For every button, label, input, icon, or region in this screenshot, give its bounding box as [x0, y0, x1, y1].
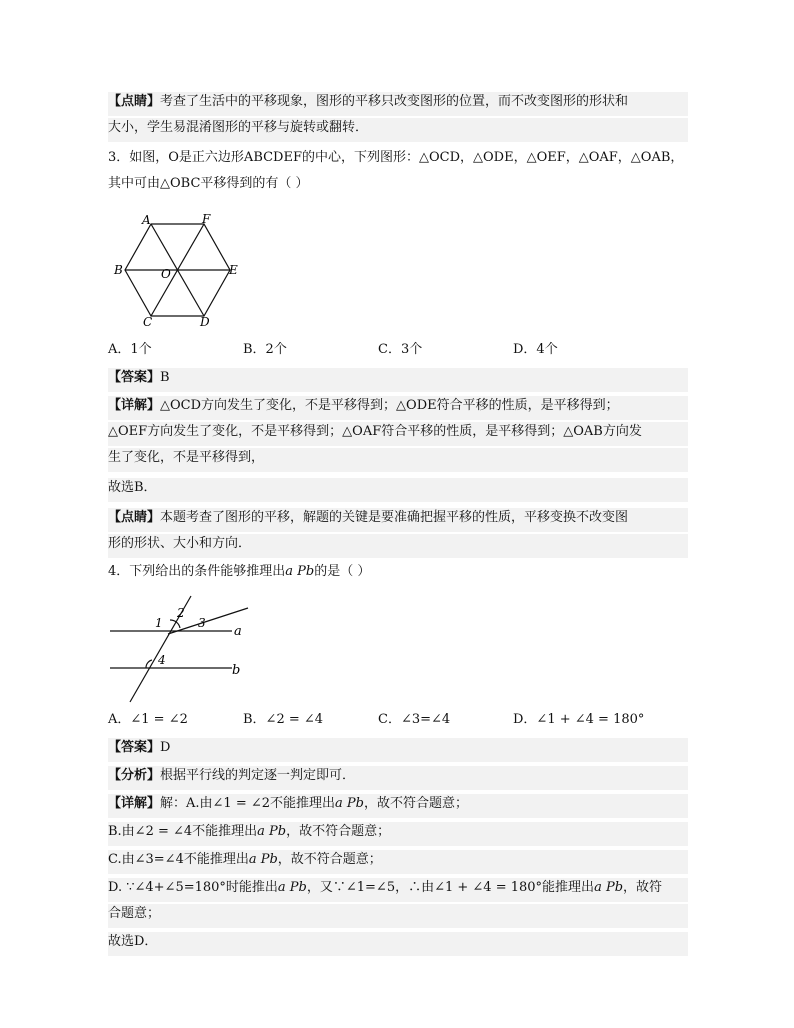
q4-detail-a	[108, 794, 688, 818]
answer-value: D	[160, 740, 171, 755]
detail-tag: 【详解】	[108, 796, 161, 811]
q4-option-a: A．∠1 = ∠2	[108, 712, 188, 727]
detail-tag: 【详解】	[108, 398, 161, 413]
note-tag: 【点睛】	[108, 94, 161, 109]
q3-note-line1	[108, 508, 688, 532]
angle-label-1: 1	[155, 616, 163, 630]
detail-text: ，故不符合题意；	[277, 852, 382, 867]
label-D: D	[200, 315, 210, 329]
label-B: B	[114, 263, 123, 277]
q4-option-c: C．∠3=∠4	[378, 712, 451, 727]
answer-tag: 【答案】	[108, 740, 161, 755]
q3-stem-text: 其中可由△OBC平移得到的有（ ）	[108, 176, 309, 191]
detail-text: B.由∠2 = ∠4不能推理出	[108, 824, 258, 839]
detail-text: C.由∠3=∠4不能推理出	[108, 852, 249, 867]
q3-detail-line3	[108, 448, 688, 472]
line-label-b: b	[232, 663, 241, 678]
angle-arc-4	[146, 660, 152, 668]
answer-tag: 【答案】	[108, 370, 161, 385]
prev-note-line1	[108, 92, 688, 116]
detail-text: 生了变化，不是平移得到，	[108, 450, 265, 465]
q3-detail-line2	[108, 422, 688, 446]
detail-text: D. ∵∠4+∠5=180°时能推出	[108, 880, 278, 895]
prev-note-line2	[108, 118, 688, 142]
q3-stem-line2	[108, 174, 309, 198]
q3-note-line2	[108, 534, 688, 558]
note-text: 本题考查了图形的平移，解题的关键是要准确把握平移的性质，平移变换不改变图	[160, 510, 629, 525]
analysis-text: 根据平行线的判定逐一判定即可．	[160, 768, 356, 783]
note-tag: 【点睛】	[108, 510, 161, 525]
q4-answer	[108, 738, 688, 762]
q4-detail-d-line2	[108, 904, 688, 928]
parallel-lines-figure	[108, 590, 268, 710]
detail-text: 合题意；	[108, 906, 161, 921]
detail-text: ，故符	[623, 880, 663, 895]
parallel-relation: a Pb	[257, 824, 287, 839]
q4-detail-b	[108, 822, 688, 846]
parallel-relation: a Pb	[335, 796, 364, 811]
angle-label-2: 2	[177, 606, 185, 620]
q4-stem-text: 4．下列给出的条件能够推理出	[108, 564, 286, 579]
q3-stem-text: 3．如图，O是正六边形ABCDEF的中心，下列图形：△OCD，△ODE，△OEF，△OAF，△OAB，	[108, 150, 684, 165]
q3-detail-line1	[108, 396, 688, 420]
label-O: O	[161, 267, 171, 281]
detail-text: ，故不符合题意；	[286, 824, 391, 839]
q4-option-b: B．∠2 = ∠4	[243, 712, 324, 727]
label-F: F	[202, 212, 211, 226]
label-C: C	[143, 315, 153, 329]
parallel-relation: a Pb	[248, 852, 278, 867]
q3-option-a: A．1个	[108, 342, 152, 357]
label-A: A	[142, 213, 151, 227]
detail-text: ，故不符合题意；	[363, 796, 468, 811]
q3-option-c: C．3个	[378, 342, 423, 357]
label-E: E	[229, 263, 238, 277]
angle-label-3: 3	[198, 616, 206, 630]
q4-detail-d-line1	[108, 878, 688, 902]
q3-stem-line1	[108, 148, 683, 172]
answer-value: B	[160, 370, 170, 385]
parallel-relation: a Pb	[285, 564, 315, 579]
conclusion-text: 故选D．	[108, 934, 158, 949]
q4-conclusion	[108, 932, 688, 956]
parallel-relation: a Pb	[594, 880, 624, 895]
line-label-a: a	[234, 624, 242, 639]
hexagon-figure	[108, 208, 248, 333]
q3-conclusion	[108, 478, 688, 502]
note-text: 形的形状、大小和方向．	[108, 536, 252, 551]
q4-stem	[108, 562, 370, 586]
detail-text: 解：A.由∠1 = ∠2不能推理出	[160, 796, 336, 811]
q3-option-d: D．4个	[513, 342, 558, 357]
note-text: 大小，学生易混淆图形的平移与旋转或翻转．	[108, 120, 369, 135]
q4-detail-c	[108, 850, 688, 874]
angle-label-4: 4	[158, 653, 166, 667]
analysis-tag: 【分析】	[108, 768, 161, 783]
q4-analysis	[108, 766, 688, 790]
q3-option-b: B．2个	[243, 342, 287, 357]
parallel-relation: a Pb	[277, 880, 307, 895]
note-text: 考查了生活中的平移现象，图形的平移只改变图形的位置，而不改变图形的形状和	[160, 94, 629, 109]
detail-text: △OEF方向发生了变化，不是平移得到；△OAF符合平移的性质，是平移得到；△OAB方向发	[108, 424, 642, 439]
q3-answer	[108, 368, 688, 392]
detail-text: △OCD方向发生了变化，不是平移得到；△ODE符合平移的性质，是平移得到；	[160, 398, 619, 413]
conclusion-text: 故选B．	[108, 480, 157, 495]
detail-text: ，又∵∠1=∠5，∴由∠1 + ∠4 = 180°能推理出	[306, 880, 595, 895]
q4-option-d: D．∠1 + ∠4 = 180°	[513, 712, 645, 727]
q4-stem-text: 的是（ ）	[314, 564, 371, 579]
